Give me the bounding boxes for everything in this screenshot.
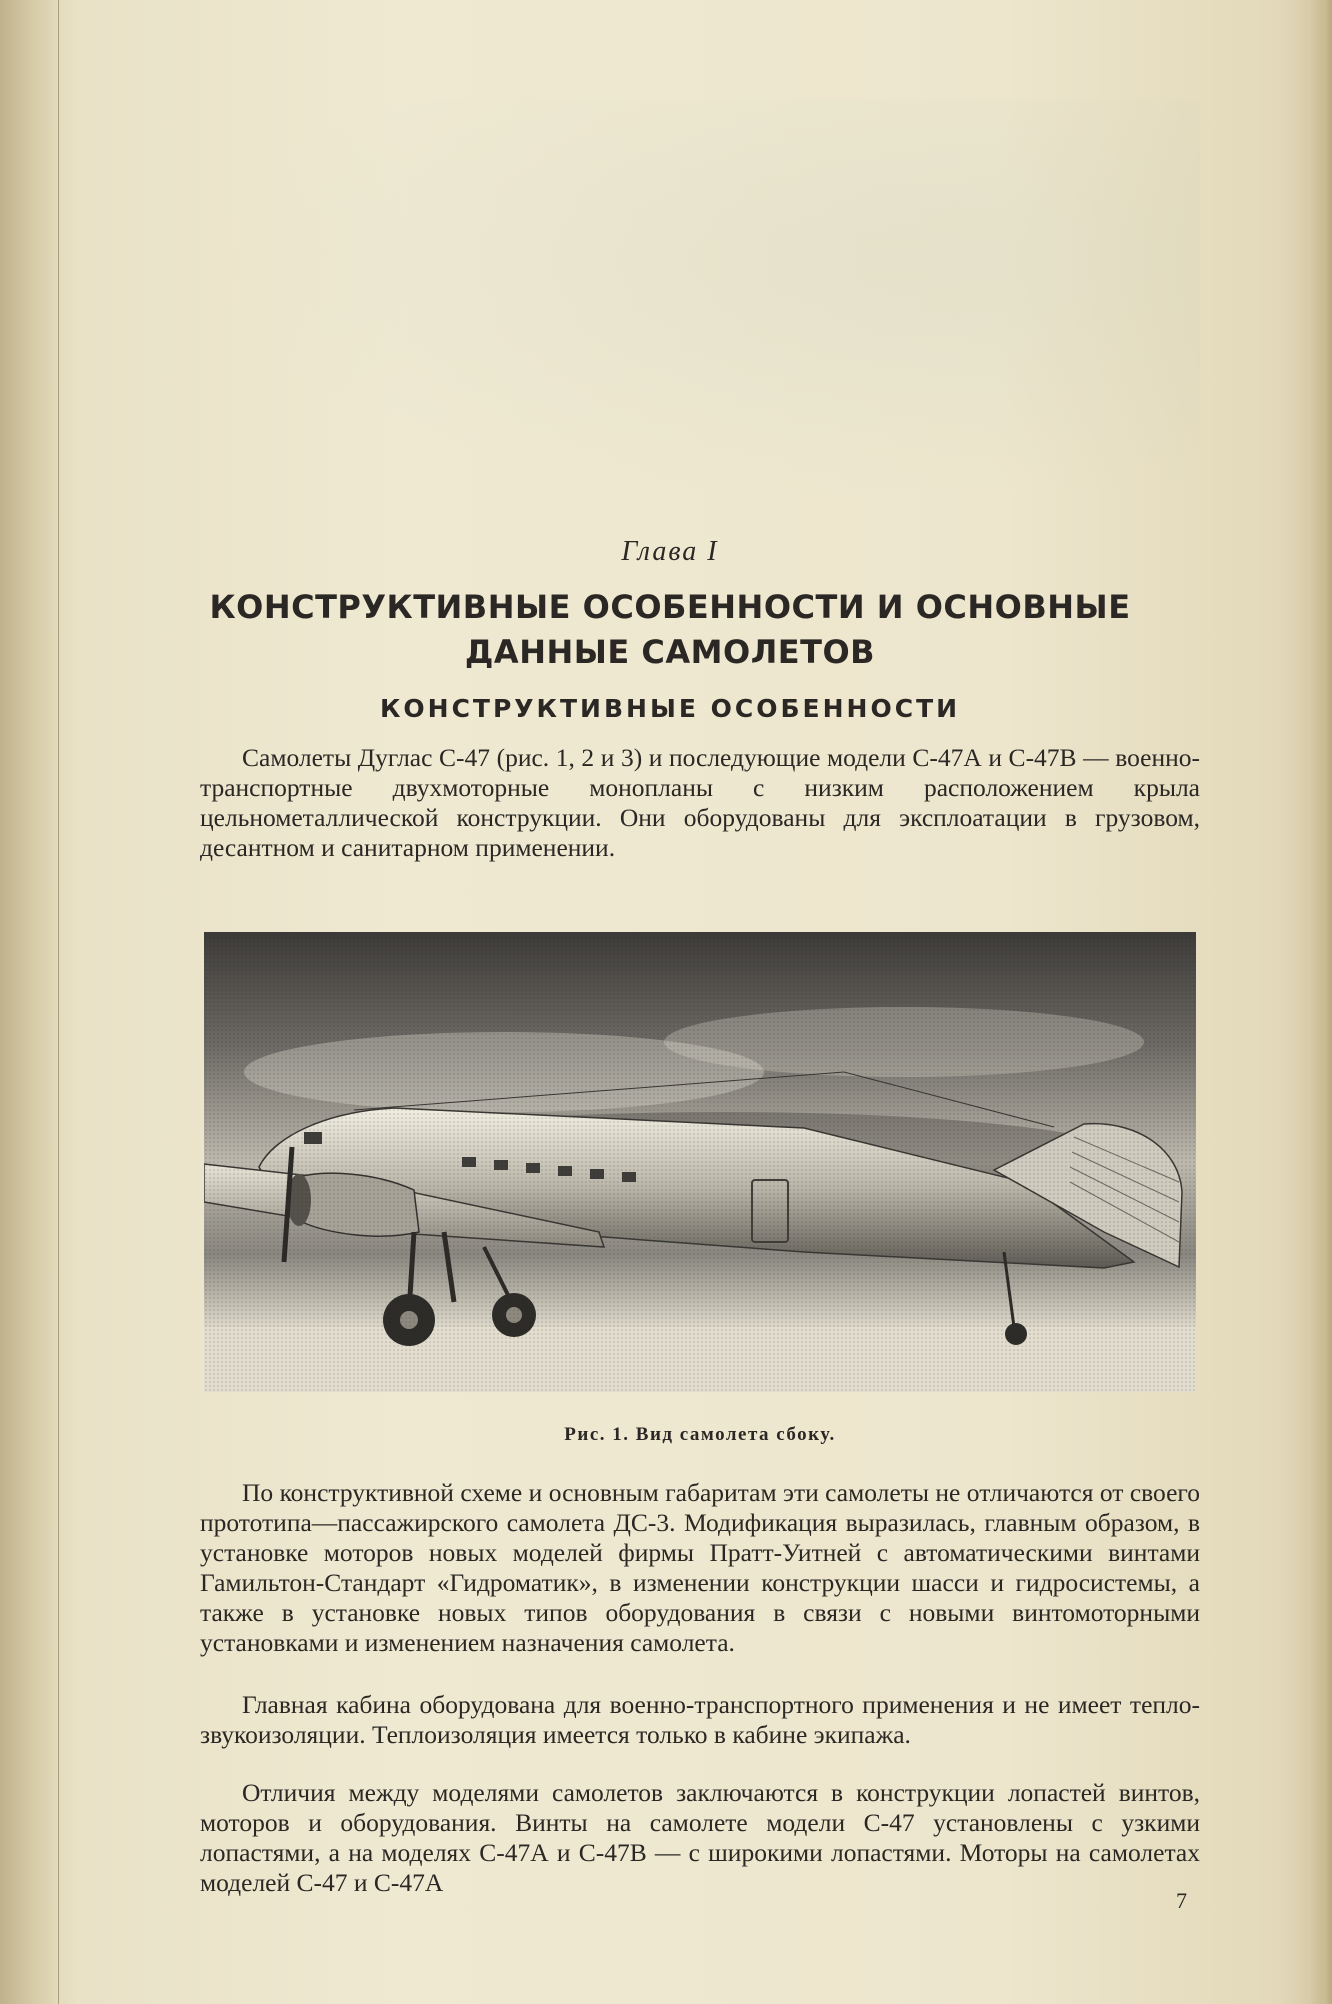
paragraph-design: По конструктивной схеме и основным габаритам эти самолеты не отличаются от своего прототипа—пассажирского самолета ДС-3. Модификация выразилась, главным образом, в установке моторов новых моделей фирмы Пратт-Уитней с автоматическими винтами Гамильтон-Стандарт «Гидроматик», в изменении конструкции шасси и гидросистемы, а также в установке новых типов оборудования в связи с новыми винтомоторными установками и изменением назначения самолета. bbox=[200, 1478, 1200, 1657]
section-title: КОНСТРУКТИВНЫЕ ОСОБЕННОСТИ bbox=[379, 694, 961, 723]
chapter-title: КОНСТРУКТИВНЫЕ ОСОБЕННОСТИ И ОСНОВНЫЕ ДАННЫЕ САМОЛЕТОВ bbox=[209, 588, 1131, 671]
paragraph-intro: Самолеты Дуглас С-47 (рис. 1, 2 и 3) и последующие модели С-47А и С-47В — военно-транспортные двухмоторные монопланы с низким расположением крыла цельнометаллической конструкции. Они оборудованы для эксплоатации в грузовом, десантном и санитарном применении. bbox=[200, 743, 1200, 862]
paragraph-cabin: Главная кабина оборудована для военно-транспортного применения и не имеет тепло-звукоизоляции. Теплоизоляция имеется только в кабине экипажа. bbox=[200, 1690, 1200, 1749]
figure-caption: Рис. 1. Вид самолета сбоку. bbox=[564, 1424, 836, 1445]
paragraph-differences: Отличия между моделями самолетов заключаются в конструкции лопастей винтов, моторов и оборудования. Винты на самолете модели С-47 установлены с узкими лопастями, а на моделях С-47А и С-47В — с широкими лопастями. Моторы на самолетах моделей С-47 и С-47А bbox=[200, 1778, 1200, 1897]
page-number: 7 bbox=[1176, 1888, 1187, 1913]
page-edge bbox=[1310, 0, 1332, 2004]
chapter-label: Глава I bbox=[621, 536, 719, 567]
bleed-through-shade bbox=[200, 100, 1200, 500]
page-gutter bbox=[0, 0, 59, 2004]
aircraft-side-view-photo bbox=[204, 932, 1196, 1392]
